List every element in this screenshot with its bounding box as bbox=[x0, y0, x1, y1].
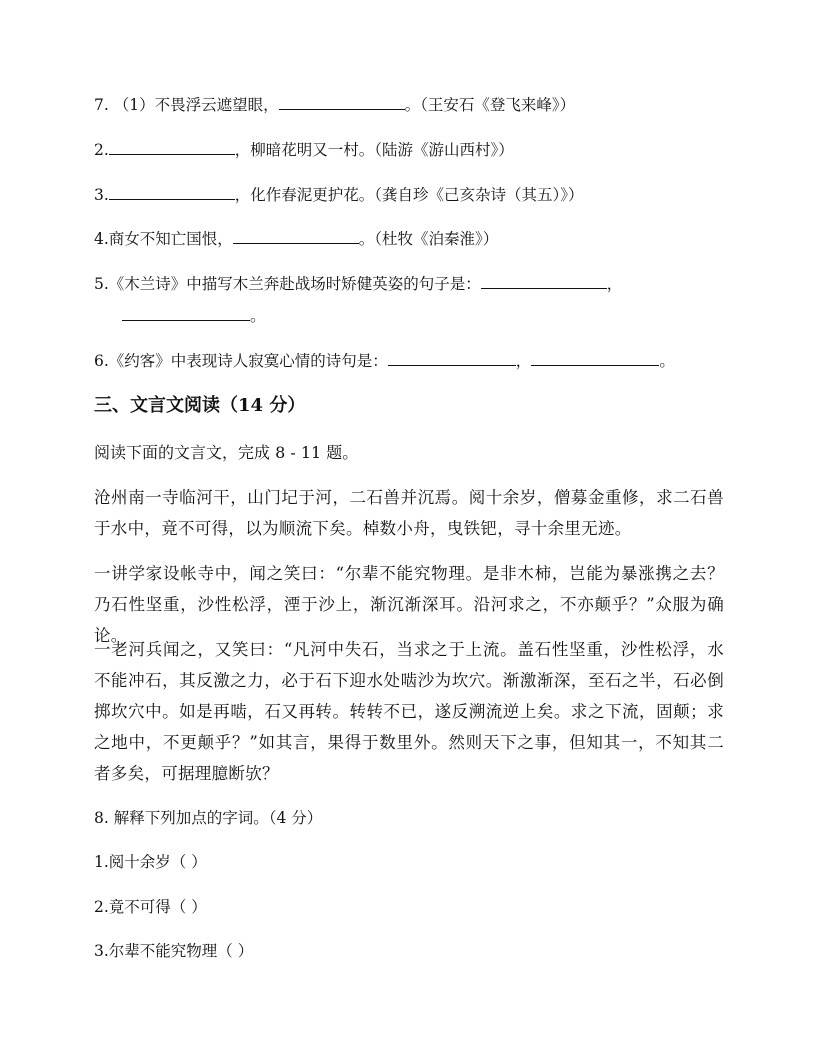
answer-blank[interactable] bbox=[279, 95, 405, 110]
answer-blank[interactable] bbox=[122, 306, 250, 321]
q7-5-middle: ， bbox=[606, 275, 623, 293]
q7-6-middle: ， bbox=[515, 352, 532, 370]
answer-blank[interactable] bbox=[531, 351, 659, 366]
q7-5-prefix: 5.《木兰诗》中描写木兰奔赴战场时矫健英姿的句子是： bbox=[94, 275, 481, 293]
question-7-4 bbox=[94, 229, 498, 249]
q7-4-suffix: 。（杜牧《泊秦淮》） bbox=[358, 230, 499, 248]
q7-4-prefix: 4.商女不知亡国恨， bbox=[94, 230, 233, 248]
question-8-title: 8. 解释下列加点的字词。（4 分） bbox=[94, 809, 323, 827]
answer-blank[interactable] bbox=[481, 274, 607, 289]
question-8-item: 1.阅十余岁（ ） bbox=[94, 853, 207, 871]
section-heading: 三、文言文阅读（14 分） bbox=[94, 395, 306, 416]
passage-paragraph-3: 一老河兵闻之，又笑曰：“凡河中失石，当求之于上流。盖石性坚重，沙性松浮，水不能冲石，其反激之力，必于石下迎水处啮沙为坎穴。渐激渐深，至石之半，石必倒掷坎穴中。如是再啮，石又再转。转转不已，遂反溯流逆上矣。求之下流，固颠；求之地中，不更颠乎？”如其言，果得于数里外。然则天下之事，但知其一，不知其二者多矣，可据理臆断欤？ bbox=[94, 640, 724, 783]
q7-3-prefix: 3. bbox=[94, 186, 109, 204]
question-7-2 bbox=[94, 140, 514, 160]
answer-blank[interactable] bbox=[109, 140, 235, 155]
answer-blank[interactable] bbox=[109, 185, 235, 200]
answer-blank[interactable] bbox=[388, 351, 516, 366]
q7-5-suffix: 。 bbox=[250, 307, 266, 325]
q7-6-prefix: 6.《约客》中表现诗人寂寞心情的诗句是： bbox=[94, 352, 388, 370]
q7-6-suffix: 。 bbox=[659, 352, 675, 370]
question-7-5 bbox=[94, 274, 622, 294]
question-8-item: 3.尔辈不能究物理（ ） bbox=[94, 942, 254, 960]
answer-blank[interactable] bbox=[233, 229, 359, 244]
question-8-item: 2.竟不可得（ ） bbox=[94, 898, 207, 916]
question-7-1 bbox=[94, 95, 575, 115]
q7-3-suffix: ，化作春泥更护花。（龚自珍《己亥杂诗（其五）》） bbox=[234, 186, 584, 204]
q7-1-suffix: 。（王安石《登飞来峰》） bbox=[404, 96, 576, 114]
q7-1-prefix: 7. （1）不畏浮云遮望眼， bbox=[94, 96, 279, 114]
question-7-3 bbox=[94, 185, 584, 205]
passage-paragraph-2: 一讲学家设帐寺中，闻之笑曰：“尔辈不能究物理。是非木柿，岂能为暴涨携之去？乃石性坚重，沙性松浮，湮于沙上，渐沉渐深耳。沿河求之，不亦颠乎？”众服为确论。 bbox=[94, 564, 724, 645]
q7-2-suffix: ，柳暗花明又一村。（陆游《游山西村》） bbox=[234, 141, 514, 159]
passage-paragraph-1: 沧州南一寺临河干，山门圮于河，二石兽并沉焉。阅十余岁，僧募金重修，求二石兽于水中，竟不可得，以为顺流下矣。棹数小舟，曳铁钯，寻十余里无迹。 bbox=[94, 488, 724, 538]
question-7-6 bbox=[94, 351, 675, 371]
q7-2-prefix: 2. bbox=[94, 141, 109, 159]
question-7-5-continued bbox=[122, 306, 266, 326]
section-intro: 阅读下面的文言文，完成 8 - 11 题。 bbox=[94, 443, 359, 462]
